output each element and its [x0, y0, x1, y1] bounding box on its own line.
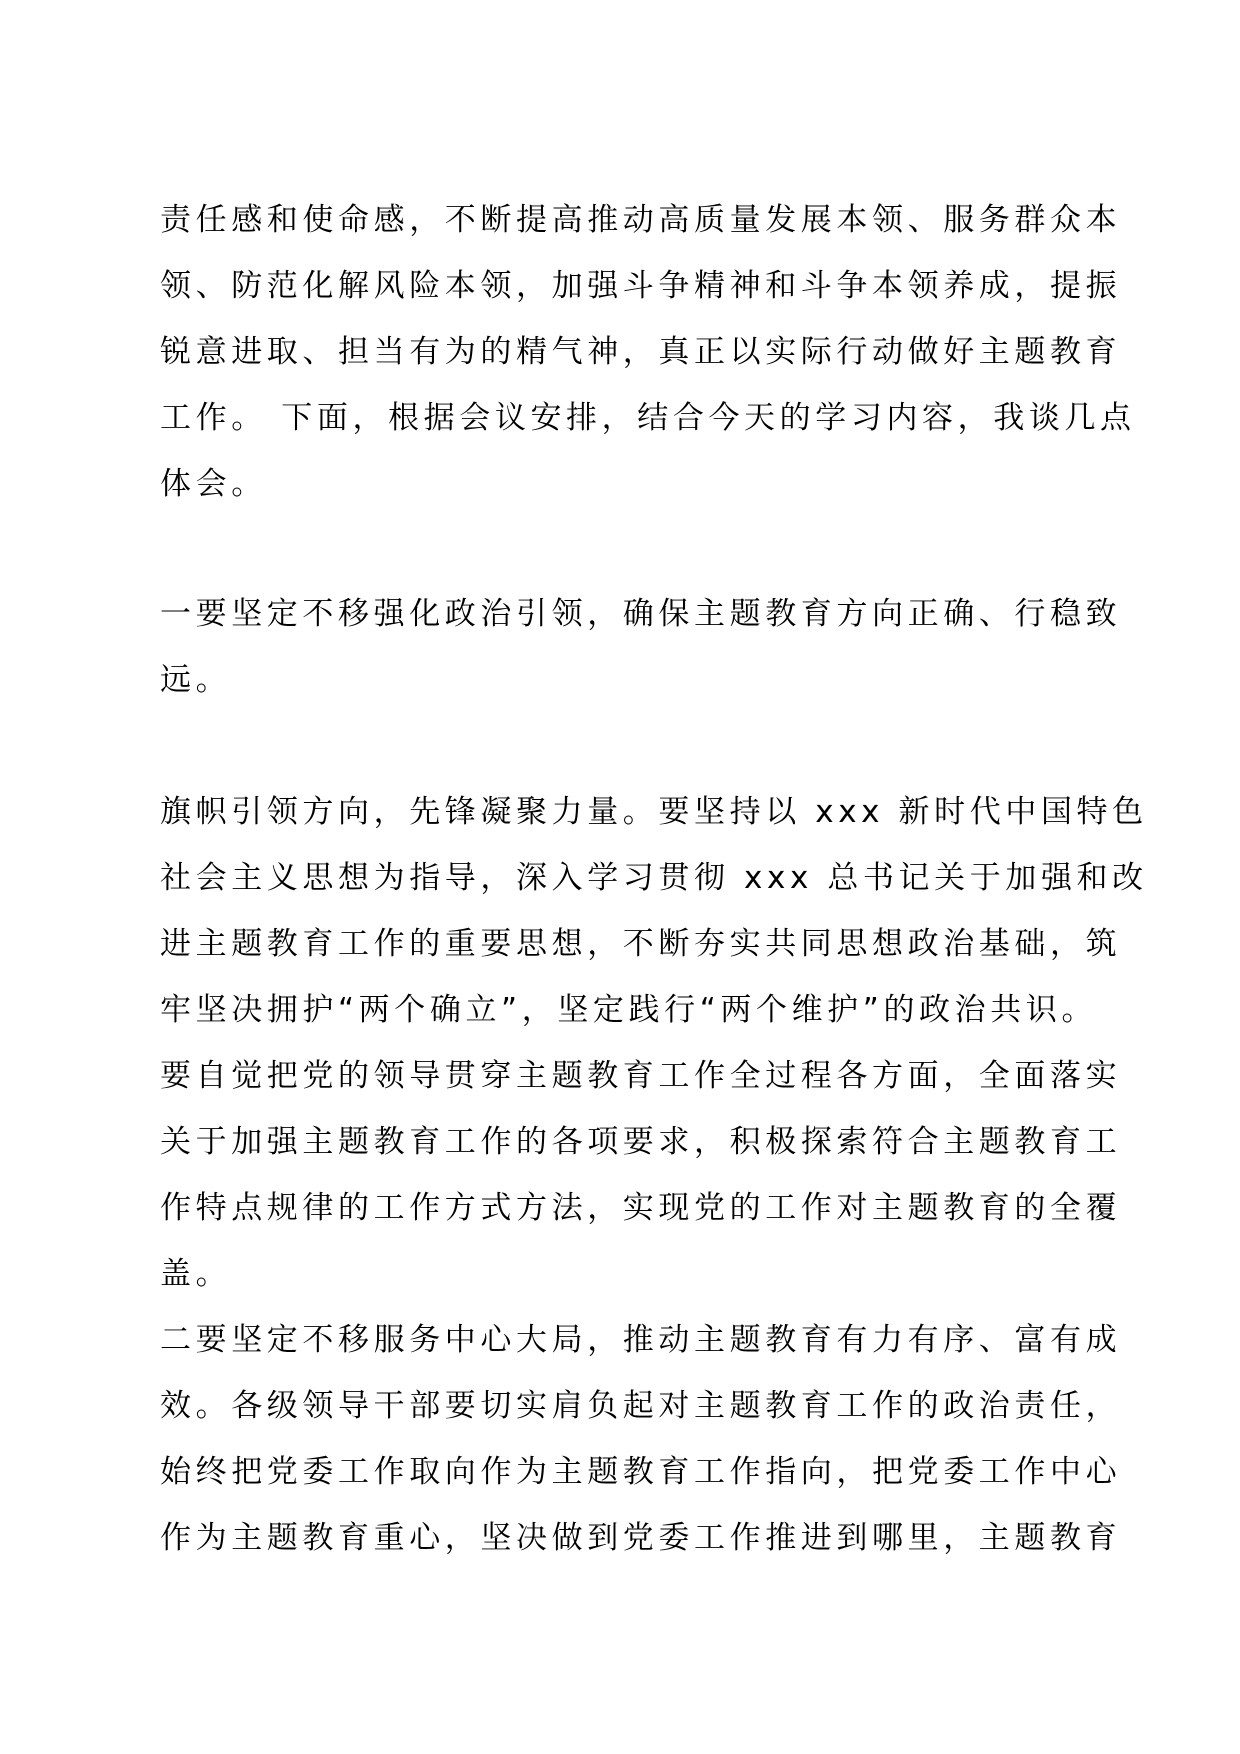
text-line: 一要坚定不移强化政治引领，确保主题教育方向正确、行稳致 — [160, 596, 1122, 632]
paragraph-2-heading — [160, 581, 1122, 713]
text-line: 远。 — [160, 662, 232, 698]
text-line: 二要坚定不移服务中心大局，推动主题教育有力有序、富有成 — [160, 1322, 1122, 1358]
document-body — [160, 187, 1148, 1571]
text-line: 工作。 下面，根据会议安排，结合今天的学习内容，我谈几点 — [160, 400, 1136, 436]
text-line: 锐意进取、担当有为的精气神，真正以实际行动做好主题教育 — [160, 334, 1122, 370]
text-line: 社会主义思想为指导，深入学习贯彻 xxx 总书记关于加强和改 — [160, 860, 1148, 896]
text-line: 旗帜引领方向，先锋凝聚力量。要坚持以 xxx 新时代中国特色 — [160, 794, 1148, 830]
text-line: 要自觉把党的领导贯穿主题教育工作全过程各方面，全面落实 — [160, 1058, 1122, 1094]
text-line: 责任感和使命感，不断提高推动高质量发展本领、服务群众本 — [160, 202, 1122, 238]
paragraph-1 — [160, 187, 1136, 517]
text-line: 盖。 — [160, 1256, 232, 1292]
text-line: 始终把党委工作取向作为主题教育工作指向，把党委工作中心 — [160, 1454, 1122, 1490]
text-line: 体会。 — [160, 466, 267, 502]
text-line: 领、防范化解风险本领，加强斗争精神和斗争本领养成，提振 — [160, 268, 1122, 304]
text-line: 关于加强主题教育工作的各项要求，积极探索符合主题教育工 — [160, 1124, 1122, 1160]
text-line: 作特点规律的工作方式方法，实现党的工作对主题教育的全覆 — [160, 1190, 1122, 1226]
text-line: 作为主题教育重心，坚决做到党委工作推进到哪里，主题教育 — [160, 1520, 1122, 1556]
paragraph-3 — [160, 779, 1148, 1571]
text-line: 进主题教育工作的重要思想，不断夯实共同思想政治基础，筑 — [160, 926, 1122, 962]
text-line: 效。各级领导干部要切实肩负起对主题教育工作的政治责任， — [160, 1388, 1122, 1424]
text-line: 牢坚决拥护“两个确立”，坚定践行“两个维护”的政治共识。 — [160, 992, 1098, 1028]
